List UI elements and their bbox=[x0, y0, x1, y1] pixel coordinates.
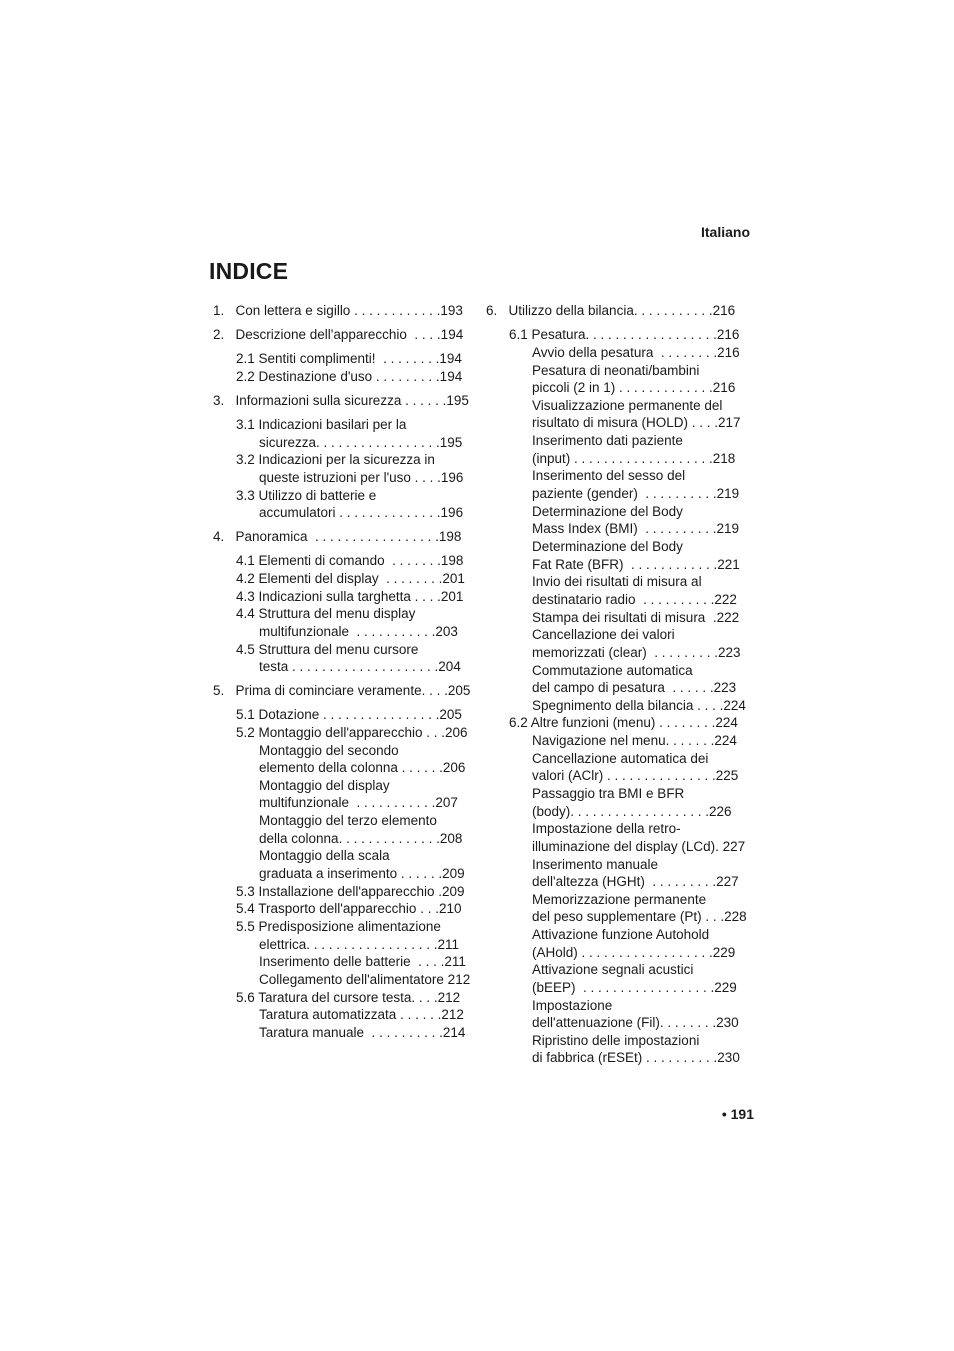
toc-entry: Taratura manuale . . . . . . . . . .214 bbox=[259, 1025, 466, 1040]
toc-entry: Ripristino delle impostazioni bbox=[532, 1033, 700, 1048]
toc-entry: 2.2 Destinazione d'uso . . . . . . . . .194 bbox=[236, 369, 463, 384]
toc-entry: elettrica. . . . . . . . . . . . . . . . . .211 bbox=[259, 937, 460, 952]
toc-entry: dell'altezza (HGHt) . . . . . . . . .227 bbox=[532, 874, 739, 889]
toc-entry: risultato di misura (HOLD) . . . .217 bbox=[532, 415, 741, 430]
toc-entry: Montaggio del display bbox=[259, 778, 390, 793]
toc-entry: Invio dei risultati di misura al bbox=[532, 574, 702, 589]
toc-entry: di fabbrica (rESEt) . . . . . . . . . .230 bbox=[532, 1050, 740, 1065]
toc-entry: Visualizzazione permanente del bbox=[532, 398, 723, 413]
toc-entry: 2. Descrizione dell'apparecchio . . . .194 bbox=[213, 327, 464, 342]
toc-entry: Cancellazione dei valori bbox=[532, 627, 675, 642]
toc-entry: 4.3 Indicazioni sulla targhetta . . . .201 bbox=[236, 589, 464, 604]
toc-entry: accumulatori . . . . . . . . . . . . . .196 bbox=[259, 505, 464, 520]
toc-entry: queste istruzioni per l'uso . . . .196 bbox=[259, 470, 464, 485]
toc-entry: Stampa dei risultati di misura .222 bbox=[532, 610, 740, 625]
toc-entry: 4.5 Struttura del menu cursore bbox=[236, 642, 419, 657]
toc-entry: Spegnimento della bilancia . . . .224 bbox=[532, 698, 746, 713]
toc-entry: Impostazione bbox=[532, 998, 613, 1013]
toc-entry: Montaggio della scala bbox=[259, 848, 390, 863]
toc-entry: della colonna. . . . . . . . . . . . . .208 bbox=[259, 831, 463, 846]
toc-entry: del campo di pesatura . . . . . .223 bbox=[532, 680, 737, 695]
toc-entry: testa . . . . . . . . . . . . . . . . . . . .204 bbox=[259, 659, 461, 674]
toc-entry: 4.2 Elementi del display . . . . . . . .201 bbox=[236, 571, 465, 586]
toc-entry: 5. Prima di cominciare veramente. . . .205 bbox=[213, 683, 471, 698]
toc-entry: Taratura automatizzata . . . . . .212 bbox=[259, 1007, 464, 1022]
toc-entry: memorizzati (clear) . . . . . . . . .223 bbox=[532, 645, 741, 660]
toc-entry: Inserimento dati paziente bbox=[532, 433, 683, 448]
toc-entry: Inserimento del sesso del bbox=[532, 468, 686, 483]
toc-entry: multifunzionale . . . . . . . . . . .207 bbox=[259, 795, 458, 810]
language-label: Italiano bbox=[700, 224, 750, 240]
toc-entry: 5.4 Trasporto dell'apparecchio . . .210 bbox=[236, 901, 462, 916]
toc-entry: Impostazione della retro- bbox=[532, 821, 681, 836]
toc-entry: Attivazione segnali acustici bbox=[532, 962, 694, 977]
toc-entry: 2.1 Sentiti complimenti! . . . . . . . .194 bbox=[236, 351, 462, 366]
toc-entry: Avvio della pesatura . . . . . . . .216 bbox=[532, 345, 740, 360]
toc-entry: Montaggio del secondo bbox=[259, 743, 399, 758]
page-number: • 191 bbox=[721, 1106, 754, 1122]
toc-entry: graduata a inserimento . . . . . .209 bbox=[259, 866, 465, 881]
toc-entry: 5.3 Installazione dell'apparecchio .209 bbox=[236, 884, 465, 899]
toc-entry: Pesatura di neonati/bambini bbox=[532, 363, 700, 378]
toc-entry: 6. Utilizzo della bilancia. . . . . . . . . . .216 bbox=[486, 303, 736, 318]
toc-entry: Navigazione nel menu. . . . . . .224 bbox=[532, 733, 737, 748]
toc-entry: 5.2 Montaggio dell'apparecchio . . .206 bbox=[236, 725, 468, 740]
toc-entry: Inserimento delle batterie . . . .211 bbox=[259, 954, 466, 969]
toc-entry: 6.1 Pesatura. . . . . . . . . . . . . . . . . .216 bbox=[509, 327, 740, 342]
toc-entry: del peso supplementare (Pt) . . .228 bbox=[532, 909, 747, 924]
toc-entry: Commutazione automatica bbox=[532, 663, 693, 678]
toc-entry: (AHold) . . . . . . . . . . . . . . . . . .229 bbox=[532, 945, 736, 960]
toc-entry: dell'attenuazione (Fil). . . . . . . .230 bbox=[532, 1015, 739, 1030]
toc-entry: 5.1 Dotazione . . . . . . . . . . . . . . . .205 bbox=[236, 707, 462, 722]
toc-entry: Mass Index (BMI) . . . . . . . . . .219 bbox=[532, 521, 740, 536]
toc-entry: illuminazione del display (LCd). 227 bbox=[532, 839, 746, 854]
toc-entry: Collegamento dell'alimentatore 212 bbox=[259, 972, 471, 987]
toc-entry: Inserimento manuale bbox=[532, 857, 659, 872]
toc-entry: 3.3 Utilizzo di batterie e bbox=[236, 488, 377, 503]
toc-entry: Determinazione del Body bbox=[532, 504, 683, 519]
toc-entry: 3. Informazioni sulla sicurezza . . . . . .195 bbox=[213, 393, 469, 408]
toc-entry: piccoli (2 in 1) . . . . . . . . . . . . .216 bbox=[532, 380, 736, 395]
toc-entry: Attivazione funzione Autohold bbox=[532, 927, 710, 942]
toc-entry: Montaggio del terzo elemento bbox=[259, 813, 437, 828]
toc-entry: sicurezza. . . . . . . . . . . . . . . . .195 bbox=[259, 435, 463, 450]
toc-entry: Cancellazione automatica dei bbox=[532, 751, 709, 766]
toc-entry: 1. Con lettera e sigillo . . . . . . . . . . . .193 bbox=[213, 303, 463, 318]
toc-entry: (input) . . . . . . . . . . . . . . . . . . .218 bbox=[532, 451, 736, 466]
toc-entry: 6.2 Altre funzioni (menu) . . . . . . . .224 bbox=[509, 715, 738, 730]
toc-entry: paziente (gender) . . . . . . . . . .219 bbox=[532, 486, 740, 501]
toc-entry: 5.6 Taratura del cursore testa. . . .212 bbox=[236, 990, 461, 1005]
toc-entry: (bEEP) . . . . . . . . . . . . . . . . . .229 bbox=[532, 980, 737, 995]
toc-entry: multifunzionale . . . . . . . . . . .203 bbox=[259, 624, 458, 639]
toc-entry: 4.4 Struttura del menu display bbox=[236, 606, 416, 621]
toc-entry: 4.1 Elementi di comando . . . . . . .198 bbox=[236, 553, 464, 568]
toc-entry: Determinazione del Body bbox=[532, 539, 683, 554]
toc-entry: elemento della colonna . . . . . .206 bbox=[259, 760, 466, 775]
toc-entry: 3.1 Indicazioni basilari per la bbox=[236, 417, 407, 432]
toc-entry: Passaggio tra BMI e BFR bbox=[532, 786, 685, 801]
toc-entry: (body). . . . . . . . . . . . . . . . . . .226 bbox=[532, 804, 732, 819]
toc-entry: 5.5 Predisposizione alimentazione bbox=[236, 919, 441, 934]
toc-entry: Fat Rate (BFR) . . . . . . . . . . . .221 bbox=[532, 557, 740, 572]
page-title: INDICE bbox=[209, 258, 289, 284]
toc-entry: valori (AClr) . . . . . . . . . . . . . . .225 bbox=[532, 768, 739, 783]
toc-entry: destinatario radio . . . . . . . . . .222 bbox=[532, 592, 737, 607]
toc-entry: 3.2 Indicazioni per la sicurezza in bbox=[236, 452, 435, 467]
toc-entry: Memorizzazione permanente bbox=[532, 892, 707, 907]
toc-entry: 4. Panoramica . . . . . . . . . . . . . . . . .198 bbox=[213, 529, 462, 544]
